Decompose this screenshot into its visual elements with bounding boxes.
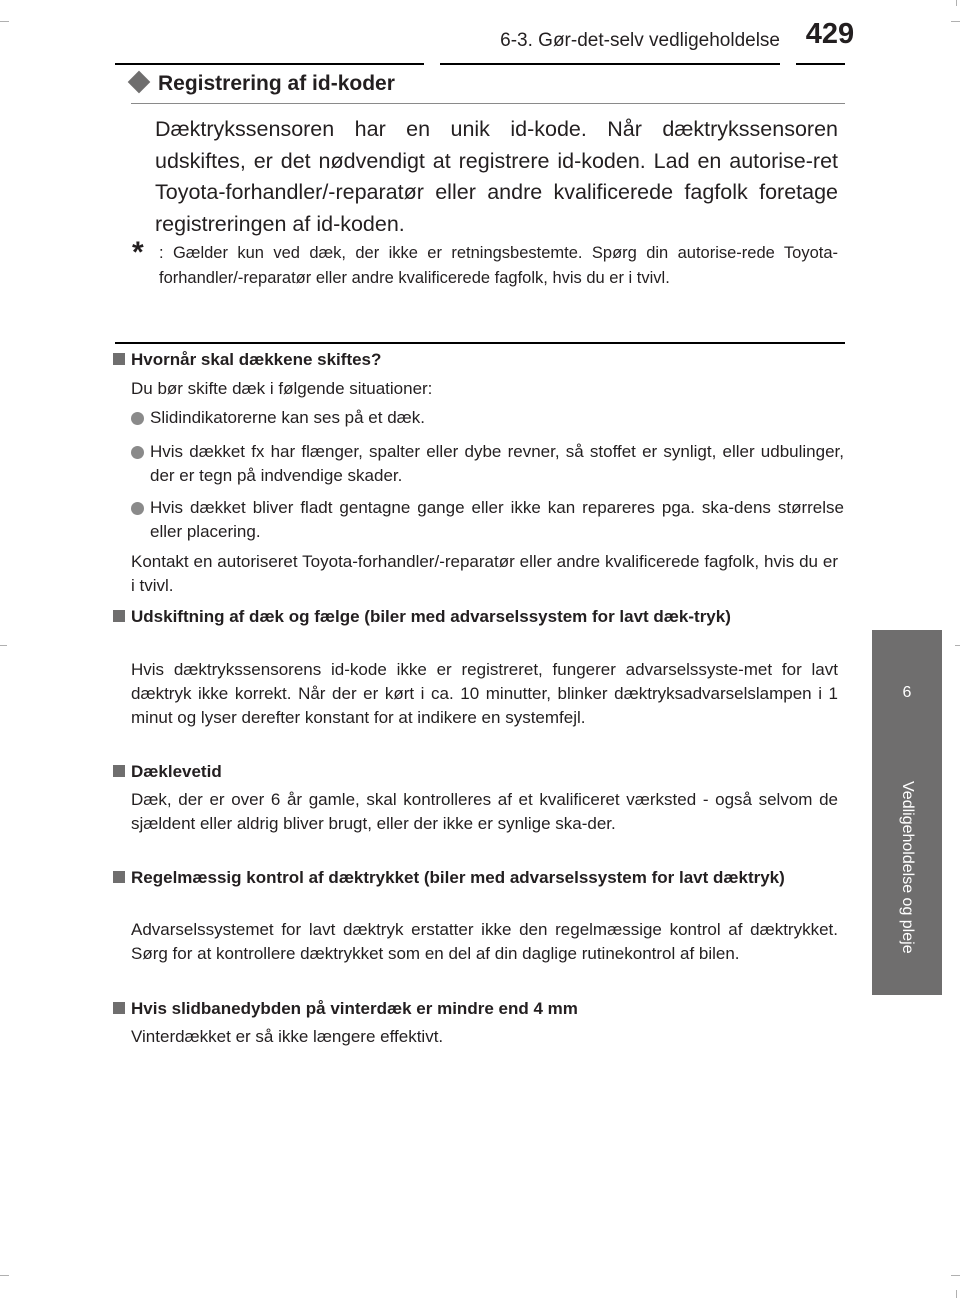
- footnote-text: : Gælder kun ved dæk, der ikke er retningsbestemte. Spørg din autorise-rede Toyota-forhandler/-reparatør eller andre kvalificerede fagfolk, hvis du er i tvivl.: [159, 244, 838, 287]
- diamond-icon: [128, 71, 151, 94]
- square-bullet-icon: [113, 353, 125, 365]
- section-title: Registrering af id-koder: [158, 72, 395, 95]
- circle-bullet-icon: [131, 412, 144, 425]
- chapter-number: 6: [902, 684, 912, 701]
- crop-mark: [951, 1275, 960, 1276]
- note-text: Vinterdækket er så ikke længere effektivt.: [131, 1027, 444, 1046]
- note-outro: Kontakt en autoriseret Toyota-forhandler/-reparatør eller andre kvalificerede fagfolk, hvis du er i tvivl.: [131, 552, 838, 595]
- note-heading-text: Hvornår skal dækkene skiftes?: [131, 350, 382, 369]
- square-bullet-icon: [113, 765, 125, 777]
- note-intro: Du bør skifte dæk i følgende situationer:: [131, 379, 433, 398]
- circle-bullet-icon: [131, 502, 144, 515]
- crop-mark: [0, 645, 7, 646]
- list-item: Hvis dækket bliver fladt gentagne gange eller ikke kan repareres pga. ska-dens størrelse eller placering.: [150, 498, 844, 541]
- note-text: Hvis dæktrykssensorens id-kode ikke er registreret, fungerer advarselssyste-met for lavt dæktryk ikke korrekt. Når der er kørt i ca. 10 minutter, blinker dæktryksadvarselslampen i 1 minut og lyser derefter konstant for at indikere en systemfejl.: [131, 660, 838, 727]
- crop-mark: [956, 1290, 957, 1298]
- note-text: Dæk, der er over 6 år gamle, skal kontrolleres af et kvalificeret værksted - også selvom de sjældent eller aldrig bliver brugt, eller der ikke er synlige ska-der.: [131, 790, 838, 833]
- note-heading-tire-life: [113, 760, 845, 784]
- note-text: Advarselssystemet for lavt dæktryk erstatter ikke den regelmæssige kontrol af dæktrykket. Sørg for at kontrollere dæktrykket som en del af din daglige rutinekontrol af bilen.: [131, 920, 838, 963]
- header-rule-gap: [424, 58, 440, 70]
- footnote-marker: *: [132, 236, 144, 269]
- page-number: 429: [805, 18, 855, 50]
- note-heading-when-to-replace: [113, 348, 845, 372]
- note-heading-pressure-check: [113, 866, 845, 890]
- section-divider: [115, 342, 845, 344]
- list-item: Slidindikatorerne kan ses på et dæk.: [150, 408, 425, 427]
- header-rule-gap: [780, 58, 796, 70]
- crop-mark: [956, 0, 957, 6]
- square-bullet-icon: [113, 610, 125, 622]
- note-heading-text: Udskiftning af dæk og fælge (biler med advarselssystem for lavt dæk-tryk): [131, 607, 731, 626]
- chapter-title-text: Vedligeholdelse og pleje: [899, 781, 916, 954]
- section-title-rule: [131, 103, 845, 104]
- section-body: Dæktrykssensoren har en unik id-kode. Når dæktrykssensoren udskiftes, er det nødvendigt at registrere id-koden. Lad en autorise-ret Toyota-forhandler/-reparatør eller andre kvalificerede fagfolk foretage registreringen af id-koden.: [155, 117, 838, 236]
- circle-bullet-icon: [131, 446, 144, 459]
- note-heading-text: Regelmæssig kontrol af dæktrykket (biler med advarselssystem for lavt dæktryk): [131, 868, 785, 887]
- crop-mark: [955, 645, 960, 646]
- square-bullet-icon: [113, 1002, 125, 1014]
- crop-mark: [0, 21, 9, 22]
- chapter-title: [872, 740, 942, 995]
- list-item: Hvis dækket fx har flænger, spalter eller dybe revner, så stoffet er synligt, eller udbulinger, der er tegn på indvendige skader.: [150, 442, 844, 485]
- note-heading-text: Hvis slidbanedybden på vinterdæk er mindre end 4 mm: [131, 999, 578, 1018]
- note-heading-tire-replacement: [113, 605, 845, 629]
- header-rule: [115, 63, 845, 65]
- crop-mark: [0, 1275, 9, 1276]
- note-heading-winter-tread: [113, 997, 845, 1021]
- note-heading-text: Dæklevetid: [131, 762, 222, 781]
- crop-mark: [951, 21, 960, 22]
- square-bullet-icon: [113, 871, 125, 883]
- header-section-title: 6-3. Gør-det-selv vedligeholdelse: [500, 30, 780, 51]
